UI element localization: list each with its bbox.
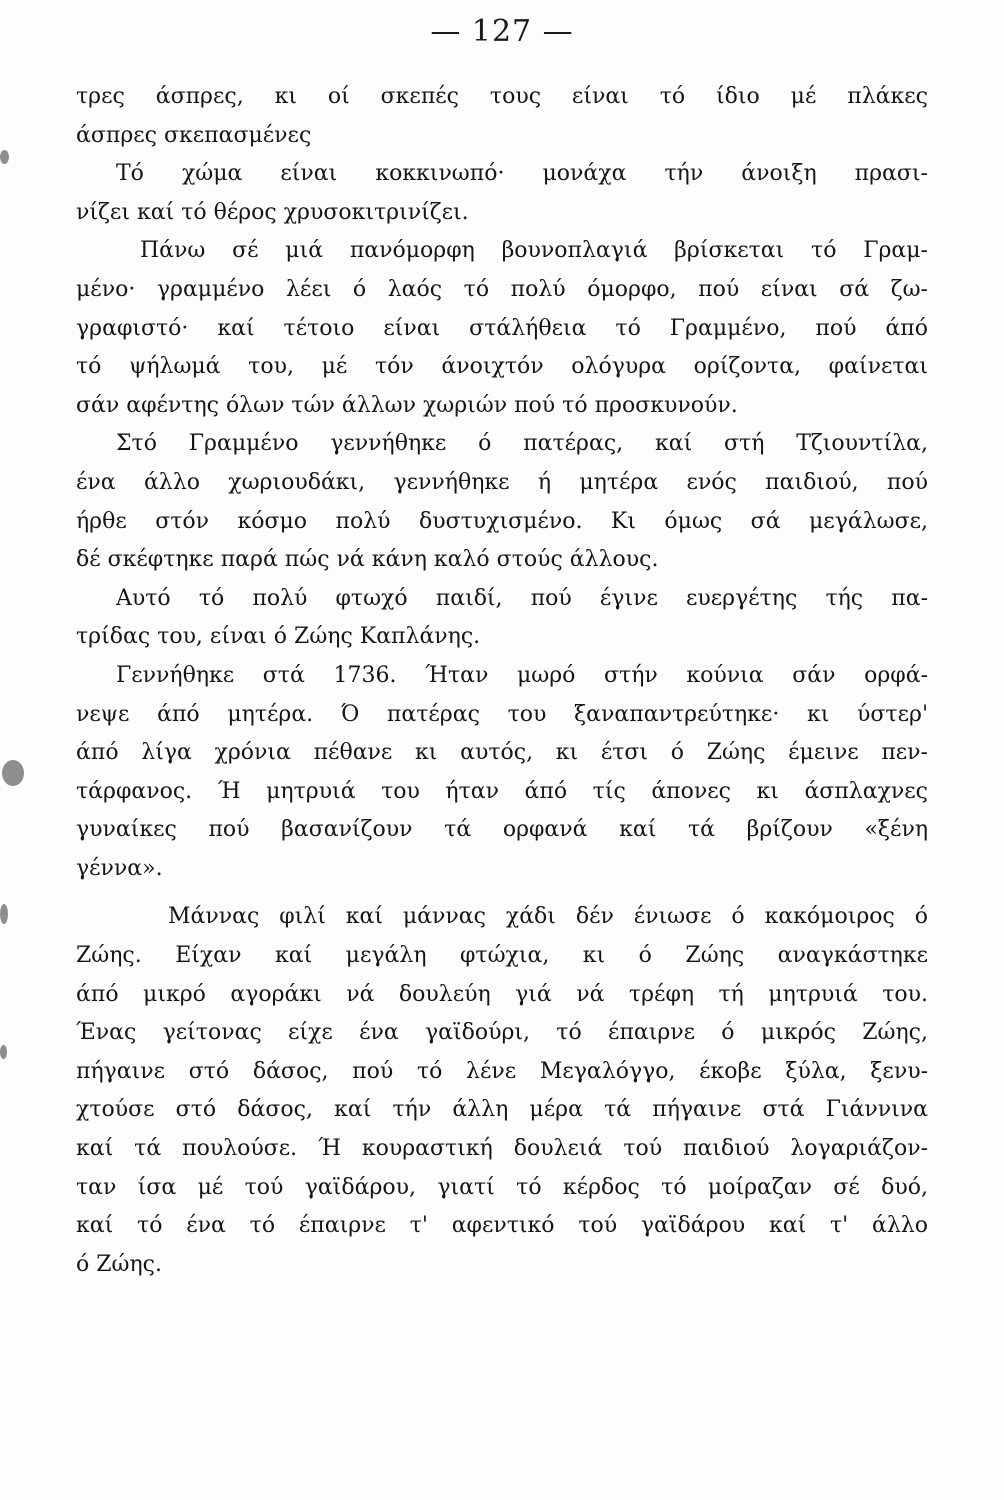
text-line: ό Ζώης.: [76, 1251, 162, 1277]
text-line: Ζώης. Είχαν καί μεγάλη φτώχια, κι ό Ζώης αναγκάστηκε: [76, 943, 928, 969]
text-line: πήγαινε στό δάσος, πού τό λένε Μεγαλόγγο, έκοβε ξύλα, ξενυ-: [76, 1058, 928, 1084]
text-line: Μάννας φιλί καί μάννας χάδι δέν ένιωσε ό κακόμοιρος ό: [168, 904, 928, 930]
text-line: τρίδας του, είναι ό Ζώης Καπλάνης.: [76, 624, 481, 650]
text-line: γραφιστό· καί τέτοιο είναι στάλήθεια τό Γραμμένο, πού άπό: [76, 315, 928, 341]
text-line: νεψε άπό μητέρα. Ό πατέρας του ξαναπαντρεύτηκε· κι ύστερ': [76, 701, 928, 727]
text-line: καί τά πουλούσε. Ή κουραστική δουλειά τού παιδιού λογαριάζον-: [76, 1136, 928, 1162]
text-line: χτούσε στό δάσος, καί τήν άλλη μέρα τά πήγαινε στά Γιάννινα: [76, 1097, 928, 1123]
text-line: τάρφανος. Ή μητρυιά του ήταν άπό τίς άπονες κι άσπλαχνες: [76, 778, 928, 804]
paragraph-3: [76, 232, 928, 425]
text-line: άπό λίγα χρόνια πέθανε κι αυτός, κι έτσι ό Ζώης έμεινε πεν-: [76, 740, 928, 766]
text-line: γέννα».: [76, 855, 163, 881]
text-line: δέ σκέφτηκε παρά πώς νά κάνη καλό στούς άλλους.: [76, 547, 659, 573]
text-line: άπό μικρό αγοράκι νά δουλεύη γιά νά τρέφη τή μητρυιά του.: [76, 981, 928, 1007]
text-line: τό ψήλωμά του, μέ τόν άνοιχτόν ολόγυρα ορίζοντα, φαίνεται: [76, 354, 928, 380]
text-line: σάν αφέντης όλων τών άλλων χωριών πού τό προσκυνούν.: [76, 392, 738, 418]
paragraph-4: [76, 425, 928, 579]
scan-speck: [0, 150, 9, 164]
text-line: άσπρες σκεπασμένες: [76, 122, 312, 148]
paragraph-1: [76, 78, 928, 155]
text-line: Γεννήθηκε στά 1736. Ήταν μωρό στήν κούνια σάν ορφά-: [116, 662, 928, 688]
paragraph-gap: [76, 888, 928, 898]
text-line: Τό χώμα είναι κοκκινωπό· μονάχα τήν άνοιξη πρασι-: [116, 161, 928, 187]
text-line: γυναίκες πού βασανίζουν τά ορφανά καί τά βρίζουν «ξένη: [76, 817, 928, 843]
text-line: Πάνω σέ μιά πανόμορφη βουνοπλαγιά βρίσκεται τό Γραμ-: [140, 238, 928, 264]
scan-speck: [0, 1045, 7, 1059]
paragraph-7: [76, 898, 928, 1284]
scan-speck: [2, 760, 24, 786]
text-line: Ένας γείτονας είχε ένα γαϊδούρι, τό έπαιρνε ό μικρός Ζώης,: [76, 1020, 928, 1046]
text-line: Αυτό τό πολύ φτωχό παιδί, πού έγινε ευεργέτης τής πα-: [116, 585, 928, 611]
paragraph-5: [76, 580, 928, 657]
body-text: [76, 78, 928, 1284]
paragraph-6: [76, 657, 928, 889]
scan-speck: [0, 904, 8, 924]
text-line: ένα άλλο χωριουδάκι, γεννήθηκε ή μητέρα ενός παιδιού, πού: [76, 469, 928, 495]
text-line: τρες άσπρες, κι οί σκεπές τους είναι τό ίδιο μέ πλάκες: [76, 84, 928, 109]
text-line: καί τό ένα τό έπαιρνε τ' αφεντικό τού γαϊδάρου καί τ' άλλο: [76, 1213, 928, 1239]
paragraph-2: [76, 155, 928, 232]
page-number: — 127 —: [430, 14, 574, 49]
text-line: ήρθε στόν κόσμο πολύ δυστυχισμένο. Κι όμως σά μεγάλωσε,: [76, 508, 928, 534]
text-line: νίζει καί τό θέρος χρυσοκιτρινίζει.: [76, 199, 469, 225]
text-line: Στό Γραμμένο γεννήθηκε ό πατέρας, καί στή Τζιουντίλα,: [116, 431, 928, 457]
text-line: ταν ίσα μέ τού γαϊδάρου, γιατί τό κέρδος τό μοίραζαν σέ δυό,: [76, 1174, 928, 1200]
text-line: μένο· γραμμένο λέει ό λαός τό πολύ όμορφο, πού είναι σά ζω-: [76, 276, 928, 302]
